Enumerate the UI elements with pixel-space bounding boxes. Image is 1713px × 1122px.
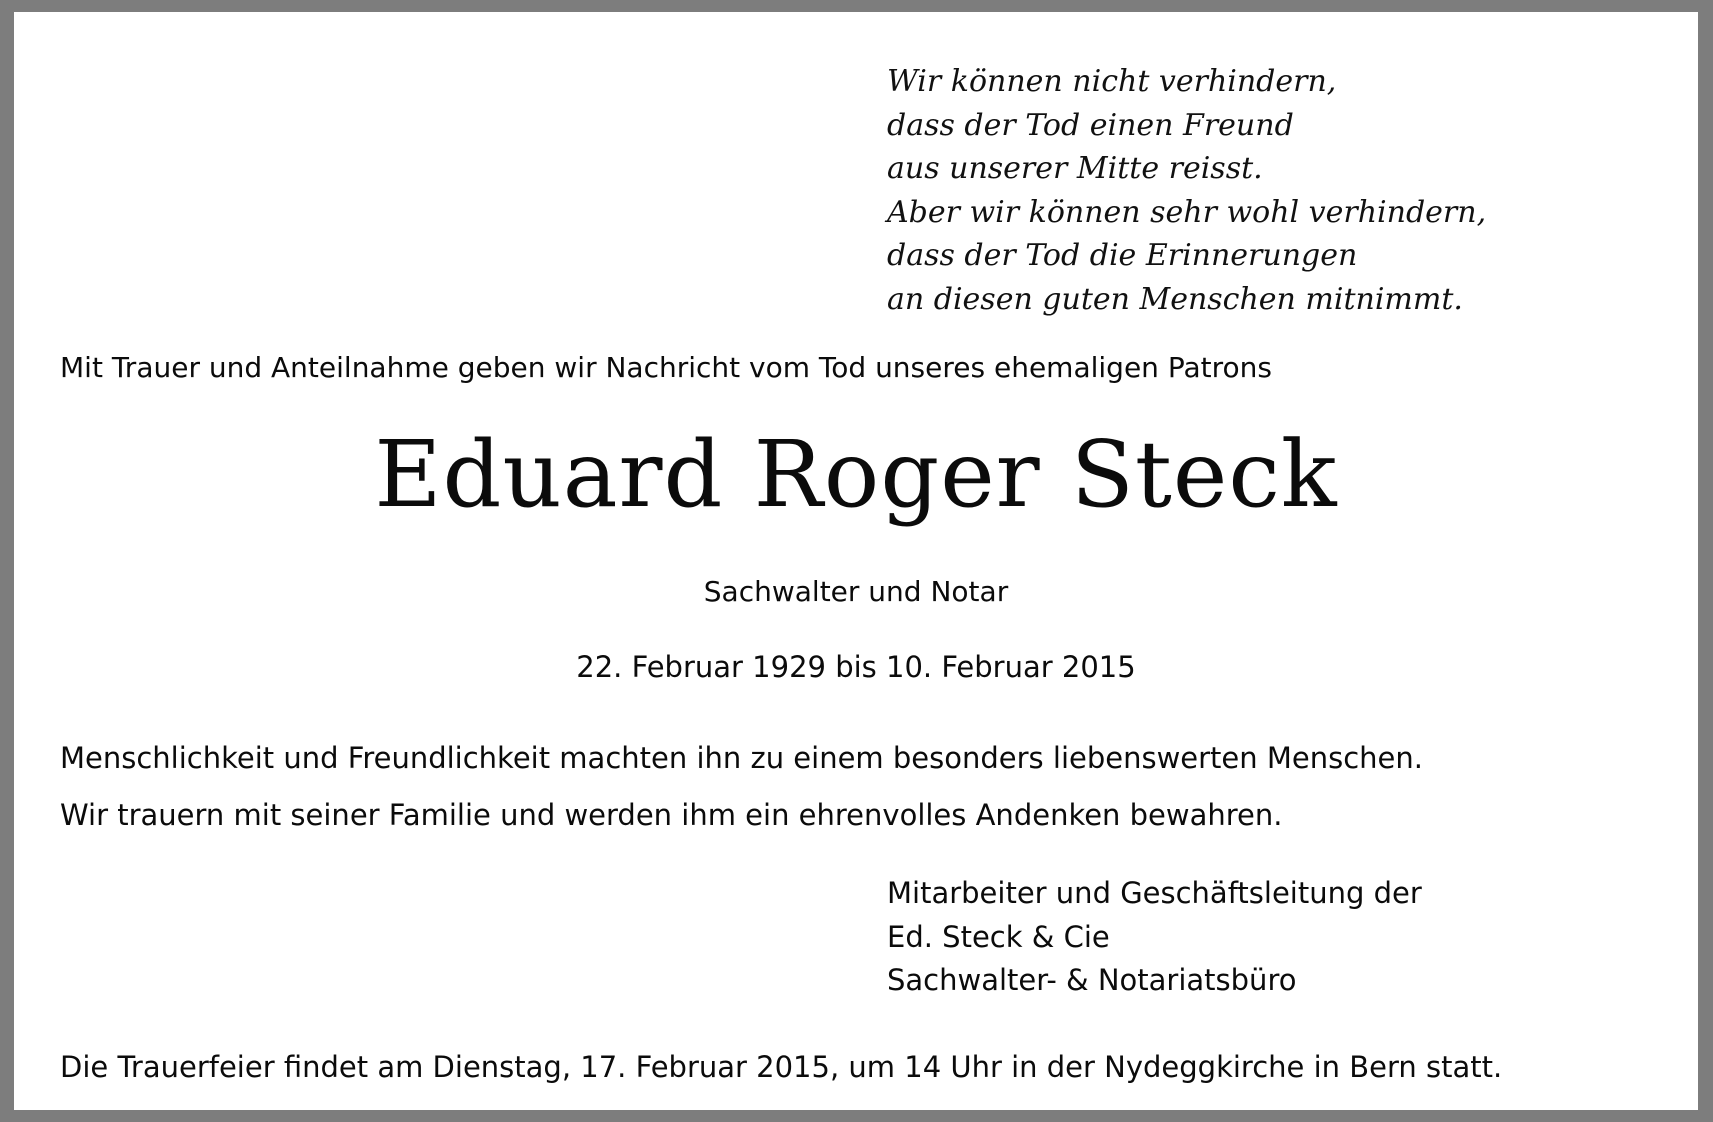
memorial-poem [887, 60, 1486, 321]
signature-line: Ed. Steck & Cie [887, 919, 1110, 954]
message-line: Menschlichkeit und Freundlichkeit machten ihn zu einem besonders liebenswerten Menschen. [60, 741, 1423, 775]
poem-line: dass der Tod einen Freund [887, 107, 1294, 143]
obituary-notice [14, 12, 1698, 1110]
condolence-message [60, 730, 1423, 844]
poem-line: an diesen guten Menschen mitnimmt. [887, 281, 1463, 317]
poem-line: Wir können nicht verhindern, [887, 64, 1337, 99]
intro-text: Mit Trauer und Anteilnahme geben wir Nachricht vom Tod unseres ehemaligen Patrons [60, 351, 1272, 384]
signature-block [887, 872, 1422, 1003]
deceased-name: Eduard Roger Steck [374, 421, 1338, 528]
poem-line: Aber wir können sehr wohl verhindern, [887, 194, 1487, 230]
signature-line: Mitarbeiter und Geschäftsleitung der [887, 876, 1422, 910]
deceased-role: Sachwalter und Notar [703, 575, 1009, 608]
message-line: Wir trauern mit seiner Familie und werden ihm ein ehrenvolles Andenken bewahren. [60, 798, 1283, 832]
life-dates: 22. Februar 1929 bis 10. Februar 2015 [576, 650, 1136, 684]
poem-line: aus unserer Mitte reisst. [887, 151, 1263, 186]
signature-line: Sachwalter- & Notariatsbüro [887, 963, 1297, 997]
poem-line: dass der Tod die Erinnerungen [887, 238, 1358, 273]
funeral-notice: Die Trauerfeier findet am Dienstag, 17. Februar 2015, um 14 Uhr in der Nydeggkirche in Bern statt. [60, 1050, 1503, 1084]
